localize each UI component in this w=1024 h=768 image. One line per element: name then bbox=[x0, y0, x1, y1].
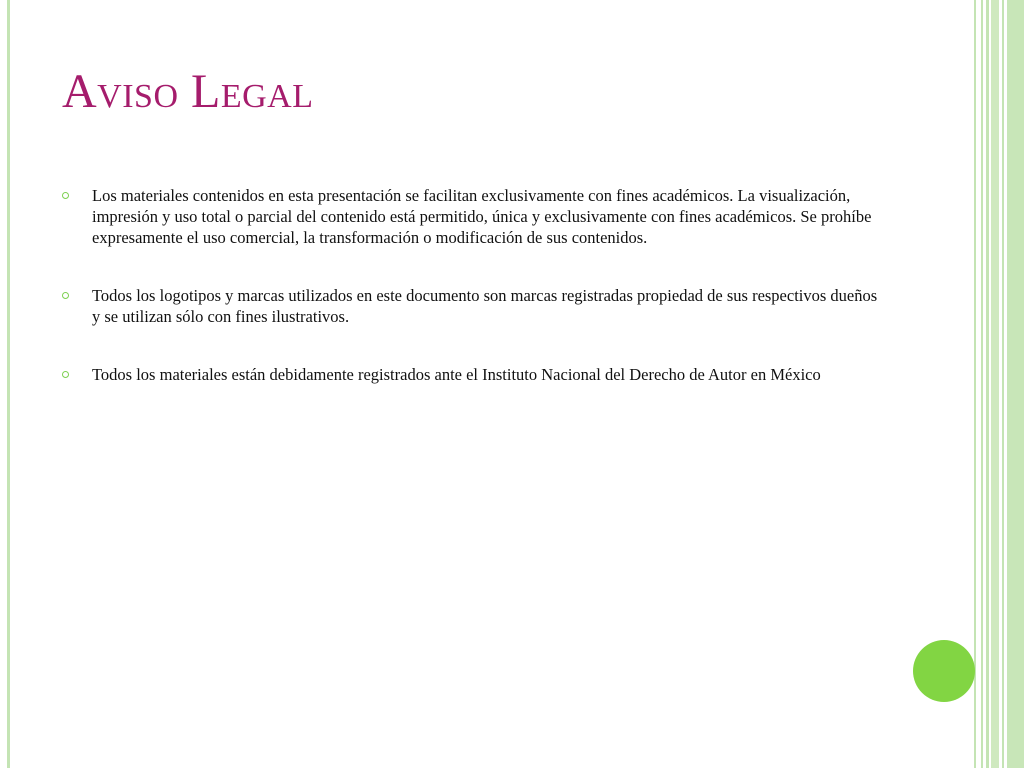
decorative-green-circle bbox=[913, 640, 975, 702]
bullet-text: Los materiales contenidos en esta presentación se facilitan exclusivamente con fines académicos. La visualización, impresión y uso total o parcial del contenido está permitido, única y exclusivamente con fines académicos. Se prohíbe expresamente el uso comercial, la transformación o modificación de sus contenidos. bbox=[92, 186, 872, 247]
decorative-band bbox=[974, 0, 976, 768]
decorative-band bbox=[991, 0, 999, 768]
bullet-text: Todos los materiales están debidamente registrados ante el Instituto Nacional del Derecho de Autor en México bbox=[92, 365, 821, 384]
slide-title: Aviso Legal bbox=[62, 65, 314, 118]
decorative-band bbox=[1002, 0, 1004, 768]
bullet-item bbox=[62, 285, 882, 327]
bullet-text: Todos los logotipos y marcas utilizados en este documento son marcas registradas propiedad de sus respectivos dueños y se utilizan sólo con fines ilustrativos. bbox=[92, 286, 878, 326]
decorative-band bbox=[986, 0, 989, 768]
left-border-line bbox=[7, 0, 10, 768]
bullet-item bbox=[62, 364, 882, 385]
bullet-item bbox=[62, 185, 882, 248]
bullet-circle-icon bbox=[62, 371, 69, 378]
bullet-list bbox=[62, 185, 882, 422]
decorative-band bbox=[1007, 0, 1024, 768]
bullet-circle-icon bbox=[62, 292, 69, 299]
bullet-circle-icon bbox=[62, 192, 69, 199]
right-decorative-bands bbox=[974, 0, 1024, 768]
decorative-band bbox=[981, 0, 983, 768]
